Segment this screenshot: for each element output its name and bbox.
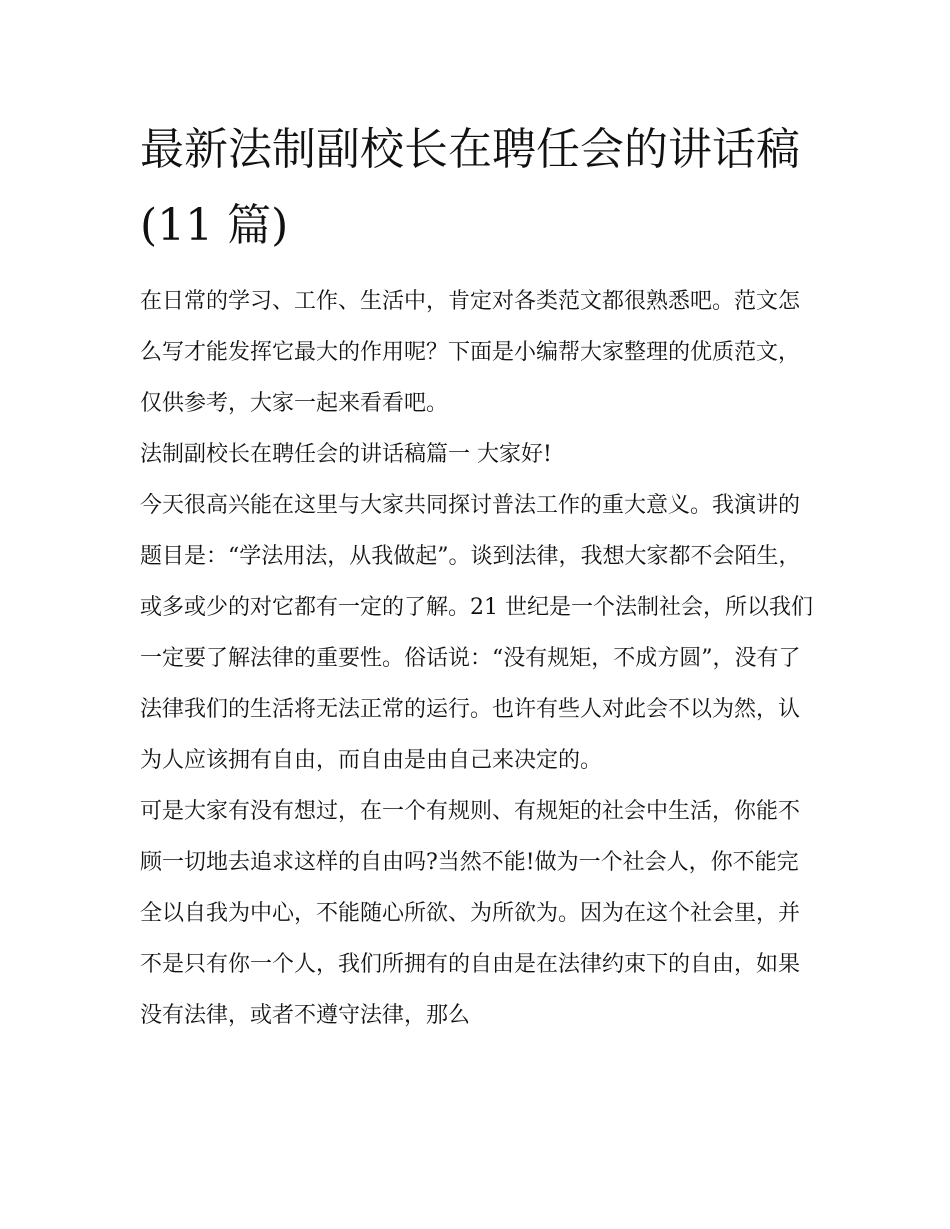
- section-heading-paragraph: 法制副校长在聘任会的讲话稿篇一 大家好!: [140, 442, 552, 467]
- intro-paragraph: 在日常的学习、工作、生活中，肯定对各类范文都很熟悉吧。范文怎么写才能发挥它最大的作用呢？下面是小编帮大家整理的优质范文，仅供参考，大家一起来看看吧。: [140, 289, 801, 416]
- document-title: 最新法制副校长在聘任会的讲话稿(11 篇): [140, 124, 800, 251]
- body-paragraph: 可是大家有没有想过，在一个有规则、有规矩的社会中生活，你能不顾一切地去追求这样的自由吗?当然不能!做为一个社会人，你不能完全以自我为中心，不能随心所欲、为所欲为。因为在这个社会里，并不是只有你一个人，我们所拥有的自由是在法律约束下的自由，如果没有法律，或者不遵守法律，那么: [140, 799, 801, 1028]
- document-body: [140, 276, 815, 1041]
- body-paragraph: 今天很高兴能在这里与大家共同探讨普法工作的重大意义。我演讲的题目是：“学法用法，从我做起”。谈到法律，我想大家都不会陌生，或多或少的对它都有一定的了解。21 世纪是一个法制社会，所以我们一定要了解法律的重要性。俗话说：“没有规矩，不成方圆”，没有了法律我们的生活将无法正常的运行。也许有些人对此会不以为然，认为人应该拥有自由，而自由是由自己来决定的。: [140, 493, 813, 773]
